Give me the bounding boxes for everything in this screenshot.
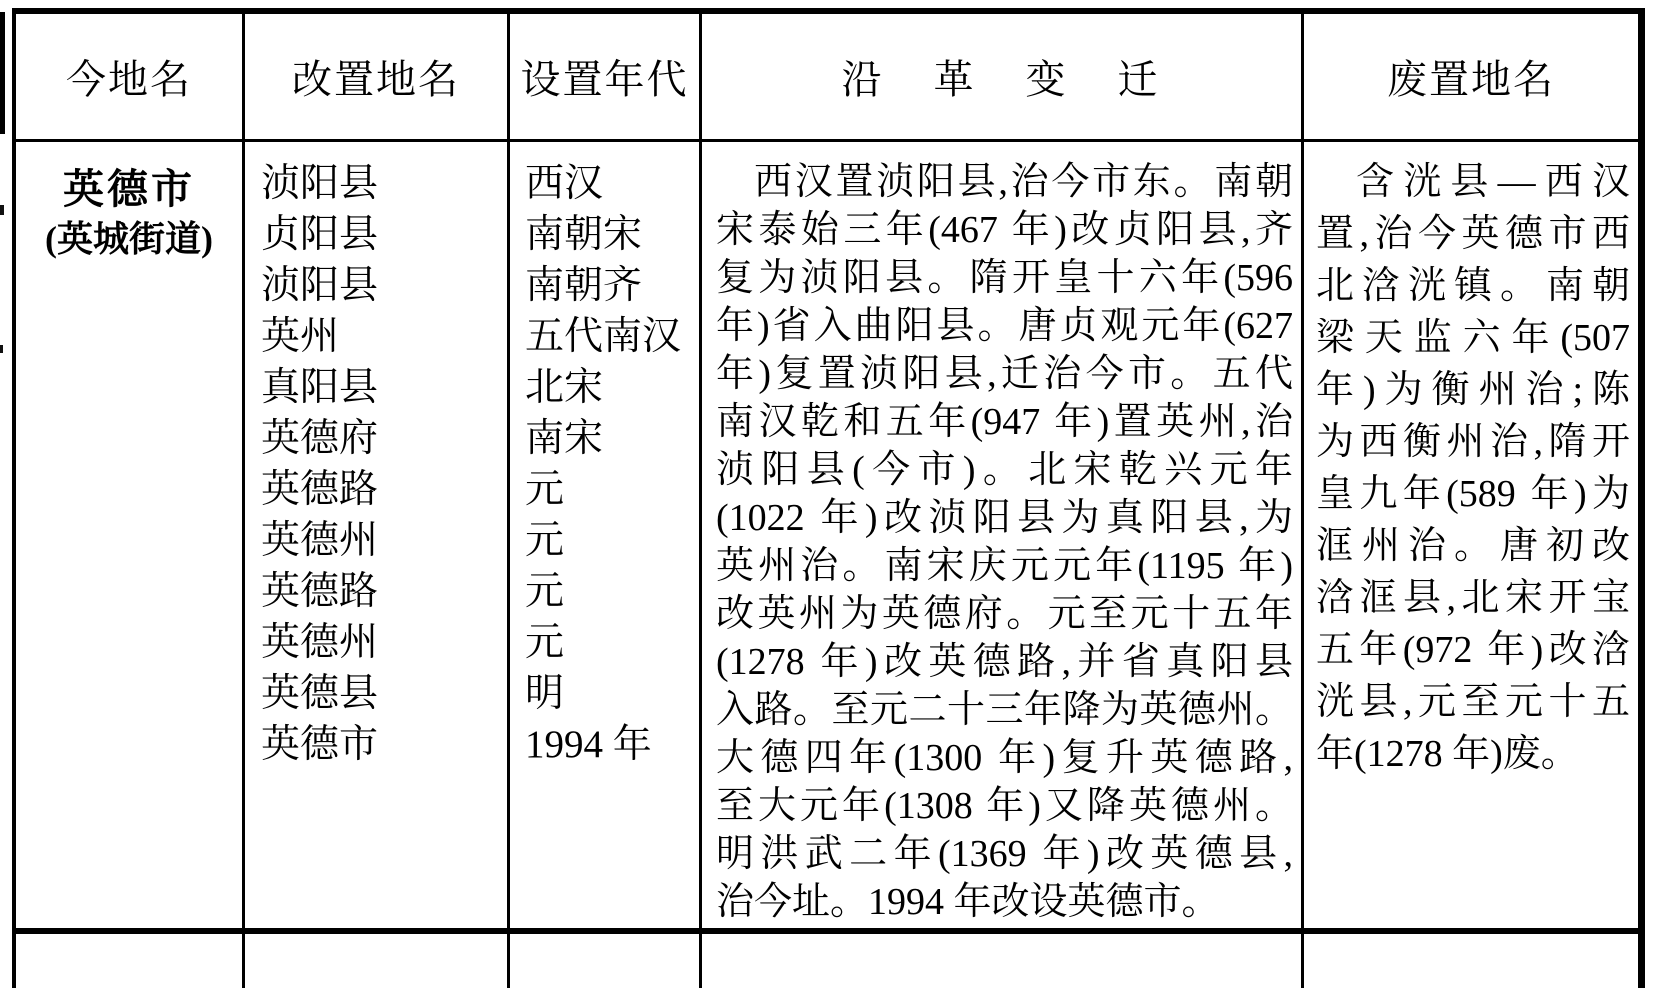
renamed-place-item: 英德市: [261, 723, 379, 766]
page-edge-artifact: [0, 12, 5, 134]
evolution-line: 大德四年(1300 年)复升英德路,: [716, 737, 1293, 779]
cell-evolution: [699, 142, 1301, 934]
header-renamed-name: [242, 14, 507, 142]
header-evolution-label: 沿 革 变 迁: [841, 57, 1162, 102]
abolished-line: 浛洭县,北宋开宝: [1316, 577, 1630, 619]
evolution-line: 浈阳县(今市)。北宋乾兴元年: [716, 449, 1293, 491]
era-item: 五代南汉: [525, 315, 682, 358]
abolished-line: 含洸县—西汉: [1356, 161, 1630, 203]
era-item: 元: [525, 468, 565, 511]
era-item: 元: [525, 519, 565, 562]
evolution-line: 年)复置浈阳县,迁治今市。五代: [716, 353, 1293, 395]
abolished-line: 五年(972 年)改浛: [1316, 629, 1630, 671]
abolished-line: 皇九年(589 年)为: [1316, 473, 1630, 515]
next-row-cell-empty: [16, 934, 242, 988]
cell-abolished: [1301, 142, 1638, 934]
renamed-place-item: 英德路: [261, 570, 379, 613]
evolution-line: 复为浈阳县。隋开皇十六年(596: [716, 257, 1293, 299]
renamed-place-item: 真阳县: [261, 366, 379, 409]
renamed-place-item: 贞阳县: [261, 213, 379, 256]
abolished-line: 置,治今英德市西: [1316, 213, 1630, 255]
page-edge-artifact: [0, 345, 3, 353]
renamed-place-item: 英德府: [261, 417, 379, 460]
next-row-cell-empty: [242, 934, 507, 988]
header-renamed-name-label: 改置地名: [292, 57, 460, 102]
header-current-name-label: 今地名: [66, 57, 192, 102]
evolution-line: 改英州为英德府。元至元十五年: [716, 593, 1293, 635]
renamed-place-item: 英州: [261, 315, 340, 358]
header-established-era: [507, 14, 699, 142]
era-item: 南朝齐: [525, 264, 643, 307]
renamed-place-item: 英德县: [261, 672, 379, 715]
evolution-line: 明洪武二年(1369 年)改英德县,: [716, 833, 1293, 875]
current-name-note: (英城街道): [45, 219, 213, 259]
abolished-line: 洭州治。唐初改: [1316, 525, 1630, 567]
evolution-line: 入路。至元二十三年降为英德州。: [716, 689, 1293, 731]
next-row-cell-empty: [507, 934, 699, 988]
evolution-line: 宋泰始三年(467 年)改贞阳县,齐: [716, 209, 1293, 251]
abolished-line: 年(1278 年)废。: [1316, 733, 1579, 775]
era-item: 元: [525, 570, 565, 613]
evolution-line: (1022 年)改浈阳县为真阳县,为: [716, 497, 1293, 539]
header-abolished-name: [1301, 14, 1638, 142]
abolished-line: 梁天监六年(507: [1316, 317, 1630, 359]
cell-eras: [507, 142, 699, 934]
next-row-cell-empty: [699, 934, 1301, 988]
renamed-place-item: 英德路: [261, 468, 379, 511]
renamed-place-item: 浈阳县: [261, 162, 379, 205]
evolution-line: 年)省入曲阳县。唐贞观元年(627: [716, 305, 1293, 347]
header-current-name: [16, 14, 242, 142]
era-item: 南朝宋: [525, 213, 643, 256]
era-item: 北宋: [525, 366, 604, 409]
evolution-line: 南汉乾和五年(947 年)置英州,治: [716, 401, 1293, 443]
era-item: 南宋: [525, 417, 604, 460]
evolution-line: 英州治。南宋庆元元年(1195 年): [716, 545, 1293, 587]
evolution-line: 西汉置浈阳县,治今市东。南朝: [754, 161, 1293, 203]
next-row-cell-empty: [1301, 934, 1638, 988]
cell-renamed-places: [242, 142, 507, 934]
era-item: 1994 年: [525, 723, 652, 766]
current-name: 英德市: [63, 166, 195, 212]
abolished-line: 为西衡州治,隋开: [1316, 421, 1630, 463]
renamed-place-item: 浈阳县: [261, 264, 379, 307]
cell-current-name: [16, 142, 242, 934]
abolished-line: 年)为衡州治;陈: [1316, 369, 1630, 411]
era-item: 西汉: [525, 162, 604, 205]
evolution-line: 至大元年(1308 年)又降英德州。: [716, 785, 1293, 827]
era-item: 明: [525, 672, 565, 715]
page-edge-artifact: [0, 205, 4, 215]
renamed-place-item: 英德州: [261, 519, 379, 562]
evolution-line: (1278 年)改英德路,并省真阳县: [716, 641, 1293, 683]
header-evolution: [699, 14, 1301, 142]
header-established-era-label: 设置年代: [520, 57, 689, 102]
renamed-place-item: 英德州: [261, 621, 379, 664]
evolution-line: 治今址。1994 年改设英德市。: [716, 881, 1220, 923]
abolished-line: 洸县,元至元十五: [1316, 681, 1630, 723]
era-item: 元: [525, 621, 565, 664]
abolished-line: 北浛洸镇。南朝: [1316, 265, 1630, 307]
header-abolished-name-label: 废置地名: [1387, 57, 1555, 102]
placename-table: [12, 8, 1645, 988]
